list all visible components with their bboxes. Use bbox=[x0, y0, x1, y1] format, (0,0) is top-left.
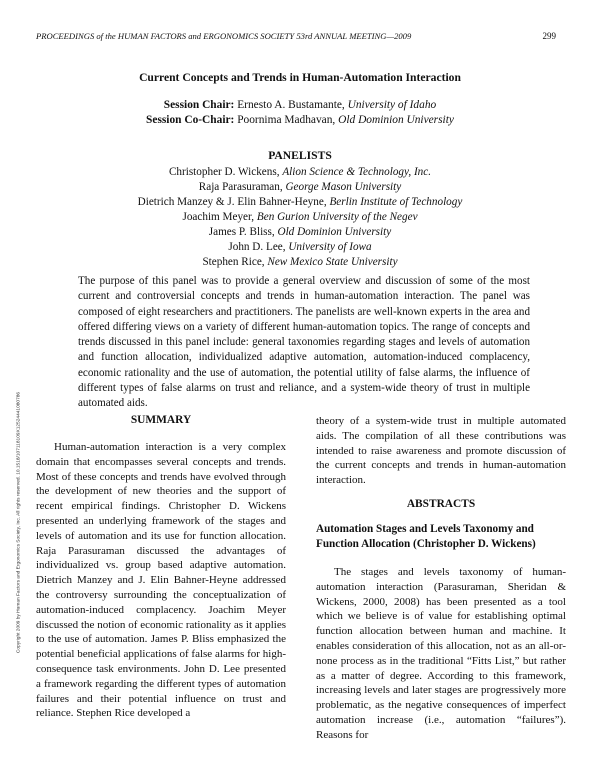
summary-continuation-column bbox=[316, 414, 566, 488]
panelist-name: James P. Bliss, bbox=[208, 226, 275, 238]
abstract-subheading: Automation Stages and Levels Taxonomy and Function Allocation (Christopher D. Wickens) bbox=[316, 523, 536, 550]
panelist bbox=[0, 196, 600, 208]
copyright-notice bbox=[14, 390, 22, 660]
session-chair-name: Ernesto A. Bustamante, bbox=[237, 99, 345, 111]
panelist-name: John D. Lee, bbox=[228, 241, 286, 253]
session-cochair-affiliation: Old Dominion University bbox=[338, 114, 454, 126]
page-number: 299 bbox=[542, 31, 556, 41]
session-chair bbox=[0, 99, 600, 111]
panelist bbox=[0, 241, 600, 253]
intro-paragraph: The purpose of this panel was to provide a general overview and discussion of some of the most current and controversial concepts and trends in human-automation interaction. The panel was composed of eight researchers and practitioners. The panelists are well-known experts in the area and offered differing views on a variety of different human-automation topics. The range of concepts and trends discussed in this panel include: general taxonomies regarding stages and levels of automation and function allocation, individualized adaptive automation, automation-induced complacency, economic rationality and the use of automation, the potential utility of false alarms, the influence of different types of false alarms on trust and reliance, and a system-wide theory of trust in multiple automated aids. bbox=[78, 275, 530, 410]
paper-title: Current Concepts and Trends in Human-Automation Interaction bbox=[139, 71, 461, 84]
session-cochair bbox=[0, 114, 600, 126]
panelist-name: Raja Parasuraman, bbox=[198, 181, 283, 193]
panelist bbox=[0, 181, 600, 193]
panelist-name: Dietrich Manzey & J. Elin Bahner-Heyne, bbox=[137, 196, 327, 208]
panelist-affiliation: Old Dominion University bbox=[277, 226, 392, 238]
session-chair-affiliation: University of Idaho bbox=[347, 99, 437, 111]
summary-column bbox=[36, 440, 286, 721]
panelist-affiliation: University of Iowa bbox=[288, 241, 372, 253]
panelist-affiliation: George Mason University bbox=[285, 181, 402, 193]
panelist-affiliation: New Mexico State University bbox=[267, 256, 398, 268]
session-cochair-name: Poornima Madhavan, bbox=[237, 114, 336, 126]
panelists-heading: PANELISTS bbox=[268, 149, 332, 162]
panelist bbox=[0, 226, 600, 238]
session-chair-label: Session Chair: bbox=[163, 99, 235, 111]
summary-heading: SUMMARY bbox=[130, 414, 192, 426]
panelist-affiliation: Berlin Institute of Technology bbox=[329, 196, 463, 208]
summary-paragraph: Human-automation interaction is a very complex domain that encompasses several concepts and trends. Most of these concepts and trends have evolved through the development of new theories and the support of recent empirical findings. Christopher D. Wickens presented an underlying framework of the stages and levels of automation and its use for function allocation. Raja Parasuraman discussed the advantages of individualized vs. group based adaptive automation. Dietrich Manzey and J. Elin Bahner-Heyne addressed the controversy surrounding the conceptualization of automation-induced complacency. Joachim Meyer discussed the notion of economic rationality as it applies to the use of automation. James P. Bliss emphasized the potential beneficial applications of false alarms for high-consequence task environments. John D. Lee presented a framework regarding the different types of automation failures and their potential influence on trust and reliance. Stephen Rice developed a bbox=[36, 441, 286, 720]
panelist bbox=[0, 256, 600, 268]
summary-continuation: theory of a system-wide trust in multiple automated aids. The compilation of all these contributions was intended to raise awareness and promote discussion of the current concepts and trends in human-automation interaction. bbox=[316, 415, 566, 487]
panelist-affiliation: Ben Gurion University of the Negev bbox=[256, 211, 418, 223]
panelist-name: Stephen Rice, bbox=[202, 256, 265, 268]
copyright-text: Copyright 2009 by Human Factors and Ergonomics Society, Inc. All rights reserved. 10.1518/107118109X12524441080786 bbox=[16, 391, 22, 654]
panelist-affiliation: Alion Science & Technology, Inc. bbox=[282, 166, 432, 178]
panelist bbox=[0, 211, 600, 223]
panelist-name: Christopher D. Wickens, bbox=[168, 166, 280, 178]
session-cochair-label: Session Co-Chair: bbox=[146, 114, 235, 126]
abstract-paragraph: The stages and levels taxonomy of human-automation interaction (Parasuraman, Sheridan & Wickens, 2000, 2008) has been presented as a tool which we believe is of value for establishing optimal function allocation between human and machine. It enables consideration of this allocation, not as an all-or-none process as in the traditional “Fitts List,” but rather as a matter of degree. According to this framework, increasing levels and later stages are progressively more problematic, as the negative consequences of imperfect automation increase (i.e., automation “failures”). Reasons for bbox=[316, 566, 566, 741]
running-header: PROCEEDINGS of the HUMAN FACTORS and ERGONOMICS SOCIETY 53rd ANNUAL MEETING—2009 bbox=[36, 31, 412, 41]
abstracts-heading: ABSTRACTS bbox=[406, 498, 476, 510]
abstract-column bbox=[316, 565, 566, 743]
panelist-name: Joachim Meyer, bbox=[182, 211, 255, 223]
panelist bbox=[0, 166, 600, 178]
